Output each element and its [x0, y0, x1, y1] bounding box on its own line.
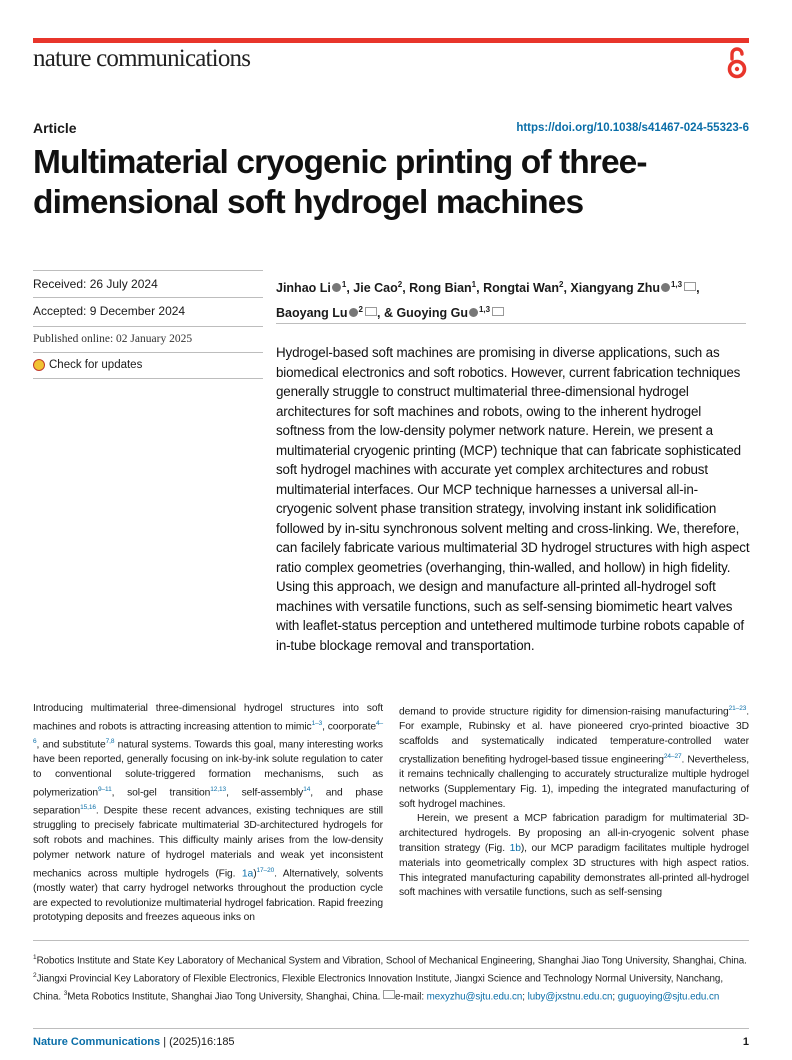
text-run: , sol-gel transition — [111, 787, 211, 799]
author-name[interactable]: Xiangyang Zhu — [570, 281, 660, 296]
inline-link[interactable]: guguoying@sjtu.edu.cn — [617, 990, 720, 1002]
author-name[interactable]: Baoyang Lu — [276, 306, 348, 321]
footer-divider — [33, 1028, 749, 1029]
orcid-icon[interactable] — [661, 283, 670, 292]
citation-reference[interactable]: 4–6 — [33, 719, 383, 746]
text-run: . Nevertheless, it remains technically challenging to accurately structuralize multiple hydrogel networks (Supplementary Fig. 1), impeding the integrated manufacturing of soft hydrogel machines. — [399, 754, 749, 810]
text-run: , self-assembly — [226, 787, 304, 799]
orcid-icon[interactable] — [332, 283, 341, 292]
meta-divider — [33, 270, 263, 271]
author-name[interactable]: Guoying Gu — [396, 306, 468, 321]
inline-link[interactable]: mexyzhu@sjtu.edu.cn — [426, 990, 523, 1002]
affiliation-superscript: 1,3 — [478, 305, 491, 315]
orcid-icon[interactable] — [349, 308, 358, 317]
text-run: Robotics Institute and State Key Laboratory of Mechanical System and Vibration, School of Mechanical Engineering, Shanghai Jiao Tong University, Shanghai, China. — [36, 955, 747, 967]
affiliation-number[interactable]: 2 — [33, 971, 37, 979]
author-separator: , — [377, 306, 384, 321]
meta-divider — [33, 352, 263, 353]
mail-icon — [383, 990, 395, 999]
text-run: , coorporate — [322, 721, 376, 733]
text-run: ), our MCP paradigm facilitates multiple hydrogel materials into geometrically complex 3D structures with high aspect ratios. This integrated manufacturing capability demonstrates all-printed all-hydrogel soft machines with versatile functions, such as self-sensing — [399, 843, 749, 899]
text-run: Introducing multimaterial three-dimensional hydrogel structures into soft machines and robots is attracting increasing attention to mimic — [33, 703, 383, 733]
journal-name: nature communications — [33, 45, 251, 72]
affiliation-superscript: 1,3 — [670, 280, 683, 289]
header-accent-bar — [33, 38, 749, 43]
author-list — [276, 274, 746, 324]
citation-reference[interactable]: 21–23 — [728, 705, 747, 712]
citation-reference[interactable]: 24–27 — [663, 752, 682, 760]
accepted-date: Accepted: 9 December 2024 — [33, 304, 186, 318]
body-column-left — [33, 702, 383, 926]
citation-reference[interactable]: 7,8 — [105, 738, 115, 746]
citation-reference[interactable]: 15,16 — [80, 804, 96, 812]
article-title — [33, 143, 753, 223]
abstract-divider — [276, 323, 746, 324]
meta-divider — [33, 326, 263, 327]
citation-reference[interactable]: 9–11 — [98, 785, 112, 793]
author-name[interactable]: Jinhao Li — [276, 281, 331, 296]
footnote-divider — [33, 940, 749, 941]
affiliation-number[interactable]: 3 — [63, 989, 68, 997]
footer-volume: | (2025)16:185 — [160, 1036, 235, 1048]
title-line-1: Multimaterial cryogenic printing of three- — [33, 144, 647, 181]
orcid-icon[interactable] — [469, 308, 478, 317]
inline-link[interactable]: 1b — [509, 843, 521, 855]
text-run: , and substitute — [36, 739, 106, 751]
text-run: . For example, Rubinsky et al. have pioneered cryo-printed bioactive 3D scaffolds and systematically indicated temperature-controlled water crystallization benefiting hydrogel-based tissue engineering — [399, 706, 749, 766]
meta-divider — [33, 297, 263, 298]
text-run: Herein, we present a MCP fabrication paradigm for multimaterial 3D-architectured hydrogels. By proposing an all-in-cryogenic solvent phase transition strategy (Fig. — [399, 813, 749, 855]
mail-icon[interactable] — [492, 307, 504, 316]
footer-journal-name: Nature Communications — [33, 1036, 161, 1048]
citation-reference[interactable]: 1–3 — [311, 719, 323, 727]
text-run: Jiangxi Provincial Key Laboratory of Flexible Electronics, Flexible Electronics Innovation Institute, Jiangxi Science and Technology Normal University, Nanchang, China. — [33, 973, 723, 1002]
inline-link[interactable]: 1a — [241, 868, 254, 880]
published-date: Published online: 02 January 2025 — [33, 333, 193, 345]
affiliation-superscript: 2 — [358, 305, 363, 315]
affiliation-number[interactable]: 1 — [33, 954, 37, 961]
body-paragraph — [399, 702, 749, 812]
mail-icon[interactable] — [365, 307, 377, 316]
affiliation-superscript: 1 — [471, 280, 477, 289]
text-run: natural systems. Towards this goal, many interesting works have been reported, generally focusing on ink-by-ink solute regulation to cater to conventional solute-triggered formation mechanisms, such as polymerization — [33, 739, 383, 799]
received-date: Received: 26 July 2024 — [33, 277, 158, 291]
text-run: . Alternatively, solvents (mostly water) that carry hydrogel networks throughout the production cycle are expected to revolutionize multimaterial hydrogel fabrication. Rapid freezing prototyping deposits and freezes aqueous inks on — [33, 868, 383, 924]
author-and: & — [383, 306, 397, 321]
meta-divider — [33, 378, 263, 379]
text-run: Meta Robotics Institute, Shanghai Jiao Tong University, Shanghai, China. — [67, 990, 383, 1002]
text-run: demand to provide structure rigidity for dimension-raising manufacturing — [399, 706, 729, 718]
crossmark-icon — [33, 359, 45, 371]
affiliations-footnote — [33, 951, 751, 1005]
text-run: ; — [612, 990, 618, 1002]
mail-icon[interactable] — [684, 282, 696, 291]
body-paragraph — [399, 812, 749, 901]
citation-reference[interactable]: 17–20 — [256, 866, 275, 874]
check-for-updates-button[interactable] — [33, 359, 142, 371]
open-access-icon — [726, 46, 748, 80]
author-separator: , — [402, 281, 410, 296]
author-separator: , — [476, 281, 484, 296]
author-separator: , — [563, 281, 571, 296]
page-number: 1 — [742, 1036, 749, 1048]
text-run: ; — [522, 990, 528, 1002]
affiliation-superscript: 2 — [558, 280, 564, 289]
abstract: Hydrogel-based soft machines are promising in diverse applications, such as biomedical electronics and soft robotics. However, current fabrication techniques generally struggle to construct multimaterial three-dimensional hydrogel architectures for soft machines and robots, owing to the inherent hydrogel softness from the low-density polymer network nature. Herein, we present a multimaterial cryogenic printing (MCP) technique that can fabricate sophisticated soft hydrogel machines with accurate yet complex architectures and robust multimaterial interfaces. Our MCP technique harnesses a universal all-in-cryogenic solvent phase transition strategy, involving instant ink solidification followed by in-situ synchronous solvent melting and cross-linking. We, therefore, can facilely fabricate various multimaterial 3D hydrogel structures with high aspect ratio complex geometries (overhanging, thin-walled, and hollow) in high fidelity. Using this approach, we design and manufacture all-printed all-hydrogel soft machines with versatile functions, such as self-sensing biomimetic heart valves with leaflet-status perception and untethered multimode turbine robots capable of in-tube blockage removal and transportation. — [276, 345, 750, 653]
text-run: , and phase separation — [33, 787, 383, 817]
check-for-updates-label: Check for updates — [49, 359, 143, 371]
author-name[interactable]: Rongtai Wan — [483, 281, 559, 296]
title-line-2: dimensional soft hydrogel machines — [33, 184, 584, 221]
doi-link[interactable]: https://doi.org/10.1038/s41467-024-55323-6 — [516, 122, 749, 134]
author-name[interactable]: Jie Cao — [353, 281, 398, 296]
author-separator: , — [346, 281, 354, 296]
footer-citation — [33, 1036, 235, 1048]
affiliation-superscript: 2 — [397, 280, 403, 289]
citation-reference[interactable]: 12,13 — [210, 785, 227, 793]
body-column-right — [399, 702, 749, 901]
citation-reference[interactable]: 14 — [303, 785, 311, 793]
text-run: . Despite these recent advances, existing techniques are still struggling to precisely fabricate multimaterial 3D-architectured hydrogels for soft robots and machines. This difficulty mainly arises from the low-density polymer network nature of hydrogel materials and weak yet inconsistent mechanics across multiple hydrogels (Fig. — [33, 805, 383, 880]
text-run: e-mail: — [394, 990, 427, 1002]
author-separator: , — [696, 281, 700, 296]
affiliation-superscript: 1 — [341, 280, 347, 289]
inline-link[interactable]: luby@jxstnu.edu.cn — [527, 990, 613, 1002]
author-name[interactable]: Rong Bian — [409, 281, 472, 296]
article-type-label: Article — [33, 120, 77, 136]
text-run: ) — [253, 868, 257, 880]
